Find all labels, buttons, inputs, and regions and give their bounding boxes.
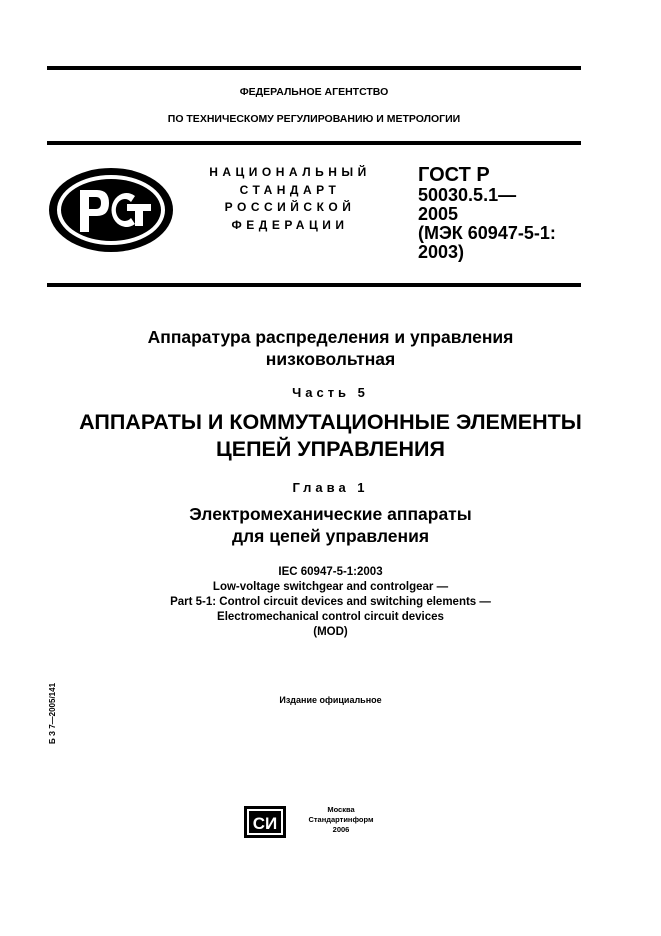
- standartinform-logo-icon: [244, 806, 286, 838]
- document-title-line-2: низковольтная: [265, 349, 396, 369]
- document-title-line-1: Аппаратура распределения и управления: [147, 327, 514, 347]
- side-code: Б З 7—2005/141: [48, 682, 57, 744]
- iec-reference: [0, 565, 661, 640]
- gost-r-logo-icon: [47, 166, 175, 254]
- gost-number-line-3: 2005: [418, 204, 459, 224]
- gost-number: [418, 164, 588, 262]
- chapter-label: Глава 1: [292, 480, 369, 495]
- top-rule: [47, 66, 581, 70]
- header-bottom-rule: [47, 283, 581, 287]
- iec-reference-line-1: IEC 60947-5-1:2003: [278, 566, 383, 578]
- iec-reference-line-4: Electromechanical control circuit devices: [217, 611, 444, 623]
- part-label: Часть 5: [292, 385, 369, 400]
- standard-type-line-1: НАЦИОНАЛЬНЫЙ: [209, 165, 371, 179]
- iec-reference-line-5: (MOD): [313, 626, 348, 638]
- publisher-name: Стандартинформ: [308, 815, 374, 824]
- standard-type-line-2: СТАНДАРТ: [239, 182, 341, 197]
- gost-number-line-1: ГОСТ Р: [418, 164, 490, 186]
- standard-type-line-4: ФЕДЕРАЦИИ: [231, 217, 349, 232]
- chapter-title: [0, 503, 661, 547]
- iec-reference-line-2: Low-voltage switchgear and controlgear —: [212, 581, 449, 593]
- publisher-year: 2006: [332, 825, 350, 834]
- chapter-title-line-2: для цепей управления: [231, 526, 430, 546]
- part-title: [0, 409, 661, 463]
- standartinform-logo-text: СИ: [252, 814, 278, 833]
- chapter-title-line-1: Электромеханические аппараты: [189, 504, 472, 524]
- document-title: [0, 326, 661, 370]
- gost-number-line-2: 50030.5.1—: [418, 185, 517, 205]
- gost-number-line-5: 2003): [418, 242, 465, 262]
- iec-reference-line-3: Part 5-1: Control circuit devices and switching elements —: [170, 596, 491, 608]
- standard-type: [196, 164, 384, 234]
- part-title-line-2: ЦЕПЕЙ УПРАВЛЕНИЯ: [216, 437, 445, 461]
- part-title-line-1: АППАРАТЫ И КОММУТАЦИОННЫЕ ЭЛЕМЕНТЫ: [79, 410, 582, 434]
- publisher-city: Москва: [327, 805, 355, 814]
- edition-label: Издание официальное: [279, 695, 382, 705]
- standard-type-line-3: РОССИЙСКОЙ: [224, 200, 356, 214]
- publisher: [293, 805, 389, 835]
- gost-number-line-4: (МЭК 60947-5-1:: [418, 223, 556, 243]
- agency-name-line-1: ФЕДЕРАЛЬНОЕ АГЕНТСТВО: [239, 86, 389, 98]
- header-rule: [47, 141, 581, 145]
- agency-name-line-2: ПО ТЕХНИЧЕСКОМУ РЕГУЛИРОВАНИЮ И МЕТРОЛОГИИ: [167, 113, 461, 125]
